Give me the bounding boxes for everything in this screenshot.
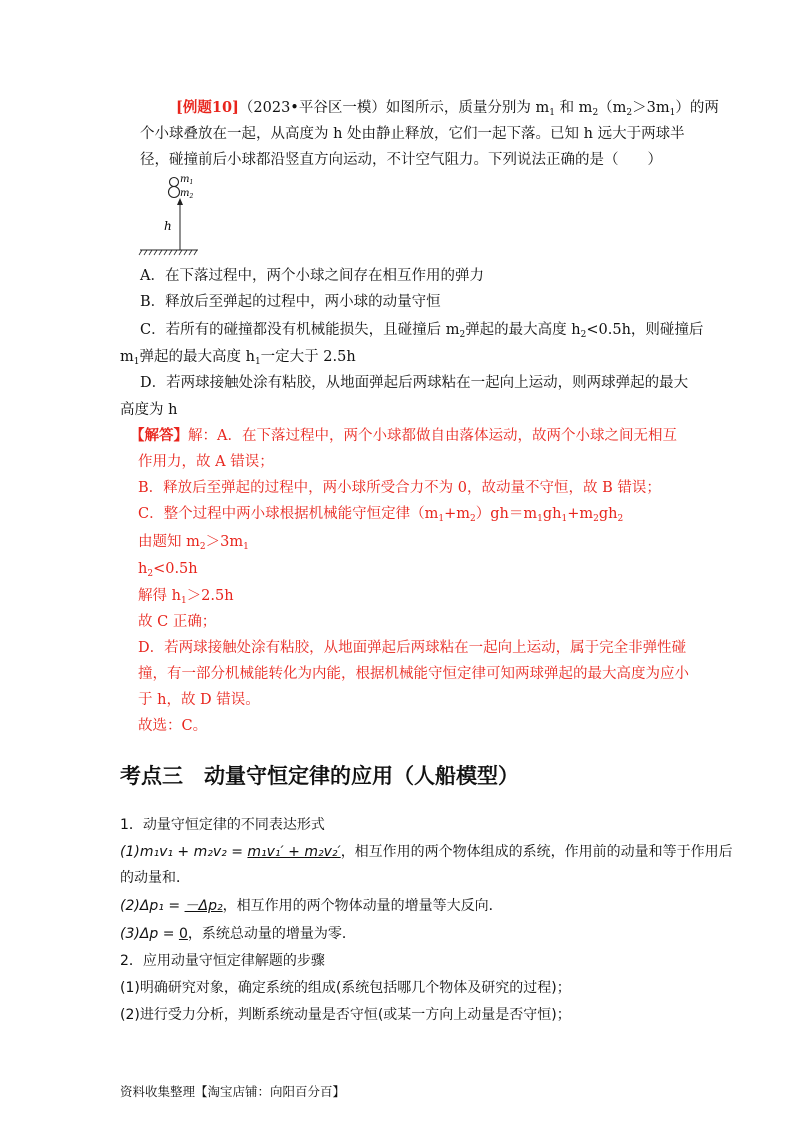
section-p2-cont: 的动量和． [120, 870, 190, 886]
question-line-2: 个小球叠放在一起，从高度为 h 处由静止释放，它们一起下落。已知 h 远大于两球半 [140, 126, 685, 142]
answer-line-8: 故 C 正确； [138, 614, 217, 630]
answer-line-5: 由题知 $m_2>3m_1$ [138, 534, 249, 552]
section-p6: (1)明确研究对象，确定系统的组成(系统包括哪几个物体及研究的过程)； [120, 980, 571, 996]
option-c-line-2: $m_1$弹起的最大高度 $h_1$一定大于 2.5h [120, 349, 356, 367]
example-tag: [例题10] [176, 99, 239, 116]
answer-line-2: 作用力，故 A 错误； [138, 454, 274, 470]
label-h: h [164, 219, 172, 233]
answer-tag: 【解答】 [130, 427, 188, 444]
label-m2: $m_2$ [180, 188, 194, 200]
section-p2: (1)m₁v₁ + m₂v₂ = m₁v₁′ + m₂v₂′，相互作用的两个物体组成的系统，作用前的动量和等于作用后 [120, 844, 733, 860]
section-p5: 2．应用动量守恒定律解题的步骤 [120, 953, 325, 969]
section-p3: (2)Δp₁ = －Δp₂，相互作用的两个物体动量的增量等大反向． [120, 898, 503, 914]
section-p1: 1．动量守恒定律的不同表达形式 [120, 817, 325, 833]
answer-line-6: $h_2<0.5h$ [138, 561, 198, 579]
ball-m1 [170, 178, 179, 187]
section-p7: (2)进行受力分析，判断系统动量是否守恒(或某一方向上动量是否守恒)； [120, 1007, 571, 1023]
example-source: （2023•平谷区一模） [238, 100, 386, 116]
answer-line-9: D．若两球接触处涂有粘胶，从地面弹起后两球粘在一起向上运动，属于完全非弹性碰 [138, 640, 687, 656]
falling-balls-figure [138, 170, 208, 262]
answer-line-10: 撞，有一部分机械能转化为内能，根据机械能守恒定律可知两球弹起的最大高度为应小 [138, 666, 689, 682]
option-d-line-2: 高度为 h [120, 402, 178, 418]
answer-line-1: 【解答】解：A．在下落过程中，两个小球都做自由落体运动，故两个小球之间无相互 [130, 427, 677, 444]
question-line-1: [例题10]（2023•平谷区一模）如图所示，质量分别为 $m_1$ 和 $m_2(m_2>3m_1)$的两 [176, 99, 719, 118]
section-heading: 考点三 动量守恒定律的应用（人船模型） [120, 764, 519, 788]
arrow-head [177, 198, 183, 205]
page-footer: 资料收集整理【淘宝店铺：向阳百分百】 [120, 1084, 346, 1099]
option-a: A．在下落过程中，两个小球之间存在相互作用的弹力 [140, 268, 484, 284]
label-m1: $m_1$ [180, 174, 194, 186]
option-d-line-1: D．若两球接触处涂有粘胶，从地面弹起后两球粘在一起向上运动，则两球弹起的最大 [140, 375, 689, 391]
option-c-line-1: C．若所有的碰撞都没有机械能损失，且碰撞后 $m_2$弹起的最大高度 $h_2<0.5h$，则碰撞后 [140, 322, 704, 340]
ball-m2 [169, 187, 180, 198]
question-line-3: 径，碰撞前后小球都沿竖直方向运动，不计空气阻力。下列说法正确的是（ ） [140, 152, 662, 168]
answer-line-7: 解得 $h_1>2.5h$ [138, 588, 234, 606]
answer-line-4: C．整个过程中两小球根据机械能守恒定律$(m_1+m_2)gh=m_1gh_1+m_2gh_2$ [138, 506, 624, 524]
section-p4: (3)Δp = 0，系统总动量的增量为零． [120, 926, 356, 942]
answer-line-11: 于 h，故 D 错误。 [138, 692, 260, 708]
answer-line-3: B．释放后至弹起的过程中，两小球所受合力不为 0，故动量不守恒，故 B 错误； [138, 480, 661, 496]
ground-hatch [139, 250, 197, 255]
answer-line-12: 故选：C。 [138, 718, 208, 734]
option-b: B．释放后至弹起的过程中，两小球的动量守恒 [140, 294, 441, 310]
